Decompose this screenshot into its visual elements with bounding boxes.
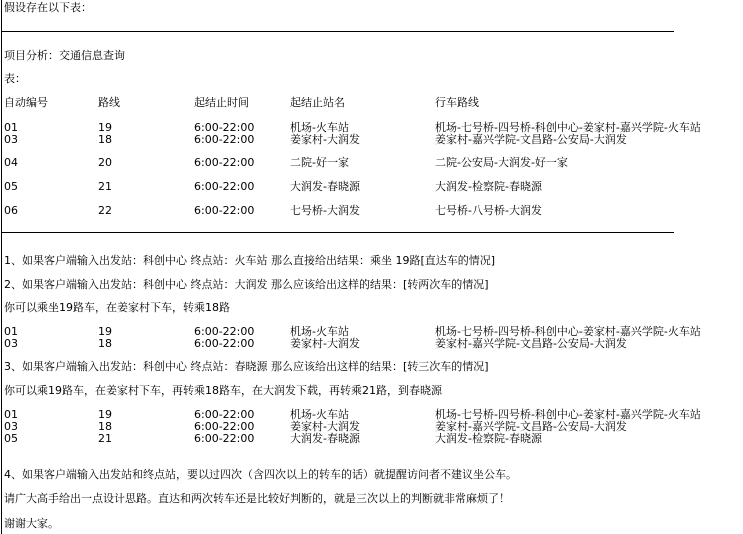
- cell-time: 6:00-22:00: [194, 432, 255, 445]
- cell-path: 机场-七号桥-四号桥-科创中心-姜家村-嘉兴学院-火车站: [435, 325, 701, 338]
- divider-bottom: [2, 232, 674, 233]
- cell-route: 22: [98, 204, 112, 217]
- divider-top: [2, 31, 674, 32]
- case2-text: 2、如果客户端输入出发站：科创中心 终点站：大润发 那么应该给出这样的结果：[转两次车的情况]: [4, 278, 489, 291]
- cell-time: 6:00-22:00: [194, 325, 255, 338]
- header-stations: 起结止站名: [290, 96, 345, 109]
- analysis-text: 项目分析：交通信息查询: [4, 49, 125, 62]
- header-time: 起结止时间: [194, 96, 249, 109]
- cell-stations: 机场-火车站: [290, 408, 349, 421]
- cell-id: 03: [4, 337, 18, 350]
- cell-route: 18: [98, 420, 112, 433]
- cell-id: 03: [4, 133, 18, 146]
- cell-time: 6:00-22:00: [194, 133, 255, 146]
- cell-path: 二院-公安局-大润发-好一家: [435, 156, 568, 169]
- cell-id: 03: [4, 420, 18, 433]
- intro-text: 假设存在以下表：: [4, 1, 92, 14]
- header-path: 行车路线: [435, 96, 479, 109]
- cell-time: 6:00-22:00: [194, 156, 255, 169]
- cell-path: 七号桥-八号桥-大润发: [435, 204, 542, 217]
- cell-route: 21: [98, 180, 112, 193]
- cell-route: 19: [98, 408, 112, 421]
- request-text: 请广大高手给出一点设计思路。直达和两次转车还是比较好判断的，就是三次以上的判断就非常麻烦了！: [4, 492, 510, 505]
- case1-text: 1、如果客户端输入出发站：科创中心 终点站：火车站 那么直接给出结果：乘坐 19路[直达车的情况]: [4, 254, 496, 267]
- cell-path: 机场-七号桥-四号桥-科创中心-姜家村-嘉兴学院-火车站: [435, 121, 701, 134]
- case4-text: 4、如果客户端输入出发站和终点站，要以过四次（含四次以上的转车的话）就提醒访问者不建议坐公车。: [4, 468, 517, 481]
- cell-id: 04: [4, 156, 18, 169]
- header-route: 路线: [98, 96, 120, 109]
- cell-path: 大润发-检察院-春晓源: [435, 432, 542, 445]
- cell-route: 20: [98, 156, 112, 169]
- left-border-line: [1, 0, 2, 534]
- cell-stations: 机场-火车站: [290, 325, 349, 338]
- cell-stations: 姜家村-大润发: [290, 337, 360, 350]
- cell-id: 05: [4, 432, 18, 445]
- cell-time: 6:00-22:00: [194, 408, 255, 421]
- cell-time: 6:00-22:00: [194, 121, 255, 134]
- cell-path: 姜家村-嘉兴学院-文昌路-公安局-大润发: [435, 337, 627, 350]
- cell-time: 6:00-22:00: [194, 180, 255, 193]
- cell-stations: 大润发-春晓源: [290, 432, 360, 445]
- cell-stations: 姜家村-大润发: [290, 133, 360, 146]
- cell-id: 06: [4, 204, 18, 217]
- header-id: 自动编号: [4, 96, 48, 109]
- cell-id: 01: [4, 325, 18, 338]
- cell-path: 大润发-检察院-春晓源: [435, 180, 542, 193]
- cell-path: 机场-七号桥-四号桥-科创中心-姜家村-嘉兴学院-火车站: [435, 408, 701, 421]
- cell-stations: 七号桥-大润发: [290, 204, 360, 217]
- cell-path: 姜家村-嘉兴学院-文昌路-公安局-大润发: [435, 420, 627, 433]
- cell-time: 6:00-22:00: [194, 420, 255, 433]
- cell-stations: 机场-火车站: [290, 121, 349, 134]
- cell-id: 05: [4, 180, 18, 193]
- case3-answer: 你可以乘19路车，在姜家村下车，再转乘18路车，在大润发下载，再转乘21路，到春晓源: [4, 384, 442, 397]
- cell-stations: 二院-好一家: [290, 156, 349, 169]
- cell-id: 01: [4, 408, 18, 421]
- cell-stations: 姜家村-大润发: [290, 420, 360, 433]
- cell-id: 01: [4, 121, 18, 134]
- cell-time: 6:00-22:00: [194, 337, 255, 350]
- case2-answer: 你可以乘坐19路车，在姜家村下车，转乘18路: [4, 301, 230, 314]
- cell-path: 姜家村-嘉兴学院-文昌路-公安局-大润发: [435, 133, 627, 146]
- cell-route: 18: [98, 337, 112, 350]
- cell-route: 19: [98, 121, 112, 134]
- cell-route: 19: [98, 325, 112, 338]
- cell-time: 6:00-22:00: [194, 204, 255, 217]
- table-label: 表：: [4, 72, 26, 85]
- thanks-text: 谢谢大家。: [4, 517, 59, 530]
- cell-stations: 大润发-春晓源: [290, 180, 360, 193]
- cell-route: 21: [98, 432, 112, 445]
- cell-route: 18: [98, 133, 112, 146]
- case3-text: 3、如果客户端输入出发站：科创中心 终点站：春晓源 那么应该给出这样的结果：[转三次车的情况]: [4, 360, 489, 373]
